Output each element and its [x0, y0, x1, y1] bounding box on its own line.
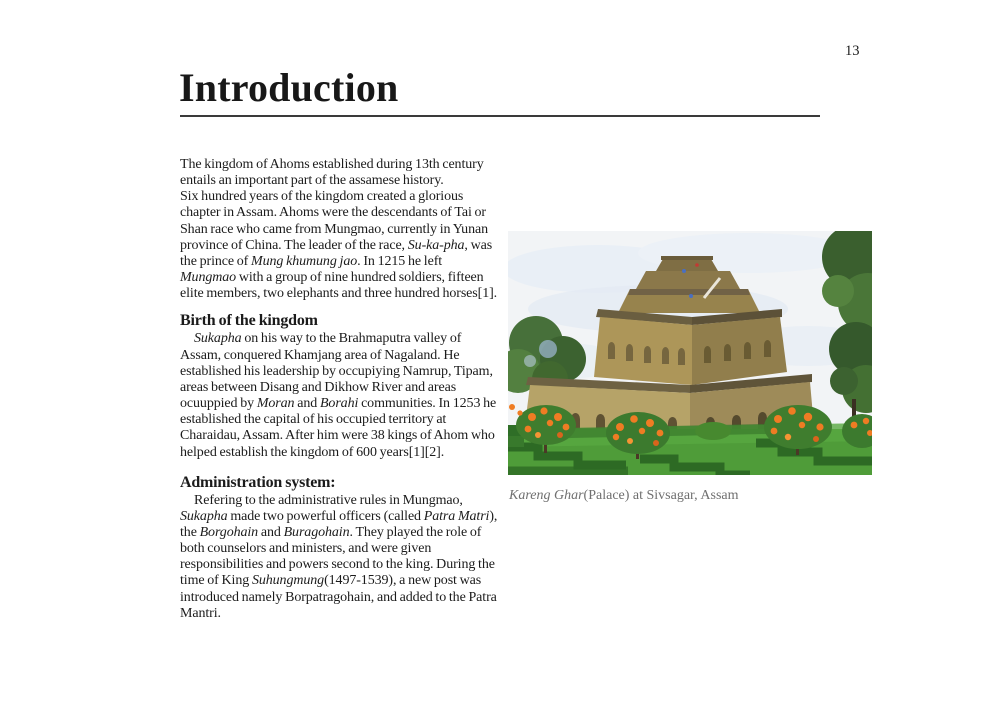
palace-photo [508, 231, 872, 475]
administration-paragraph: Refering to the administrative rules in Mungmao, Sukapha made two powerful officers (called Patra Matri), the Borgohain and Buragohain. They played the role of both counselors and ministers, and were given responsibilities and powers second to the king. During the time of King Suhungmung(1497-1539), a new post was introduced namely Borpatragohain, and added to the Patra Mantri. [180, 492, 498, 621]
photo-caption: Kareng Ghar(Palace) at Sivsagar, Assam [509, 488, 739, 503]
section-heading-administration: Administration system: [180, 473, 336, 491]
section-heading-birth: Birth of the kingdom [180, 312, 318, 330]
photo-figure-dot [682, 269, 686, 273]
palace-photo-illustration [508, 231, 872, 475]
intro-paragraph: The kingdom of Ahoms established during 13th century entails an important part of the assamese history. Six hundred years of the kingdom created a glorious chapter in Assam. Ahoms were the descendants of Tai or Shan race who came from Mungmao, currently in Yunan province of China. The leader of the race, Su-ka-pha, was the prince of Mung khumung jao. In 1215 he left Mungmao with a group of nine hundred soldiers, fifteen elite members, two elephants and three hundred horses[1]. [180, 157, 498, 302]
page-number: 13 [845, 43, 860, 59]
page-title: Introduction [179, 65, 399, 110]
birth-paragraph: Sukapha on his way to the Brahmaputra valley of Assam, conquered Khamjang area of Nagaland. He established his leadership by occupiying Namrup, Tipam, areas between Disang and Dikhow River and areas ocuuppied by Moran and Borahi communities. In 1253 he established the capital of his occupied territory at Charaidau, Assam. After him were 38 kings of Ahom who helped establish the kingdom of 600 years[1][2]. [180, 331, 497, 460]
title-rule [180, 115, 820, 117]
photo-flag-dot [695, 263, 699, 267]
text-column [180, 157, 498, 622]
photo-figure-dot [689, 294, 693, 298]
